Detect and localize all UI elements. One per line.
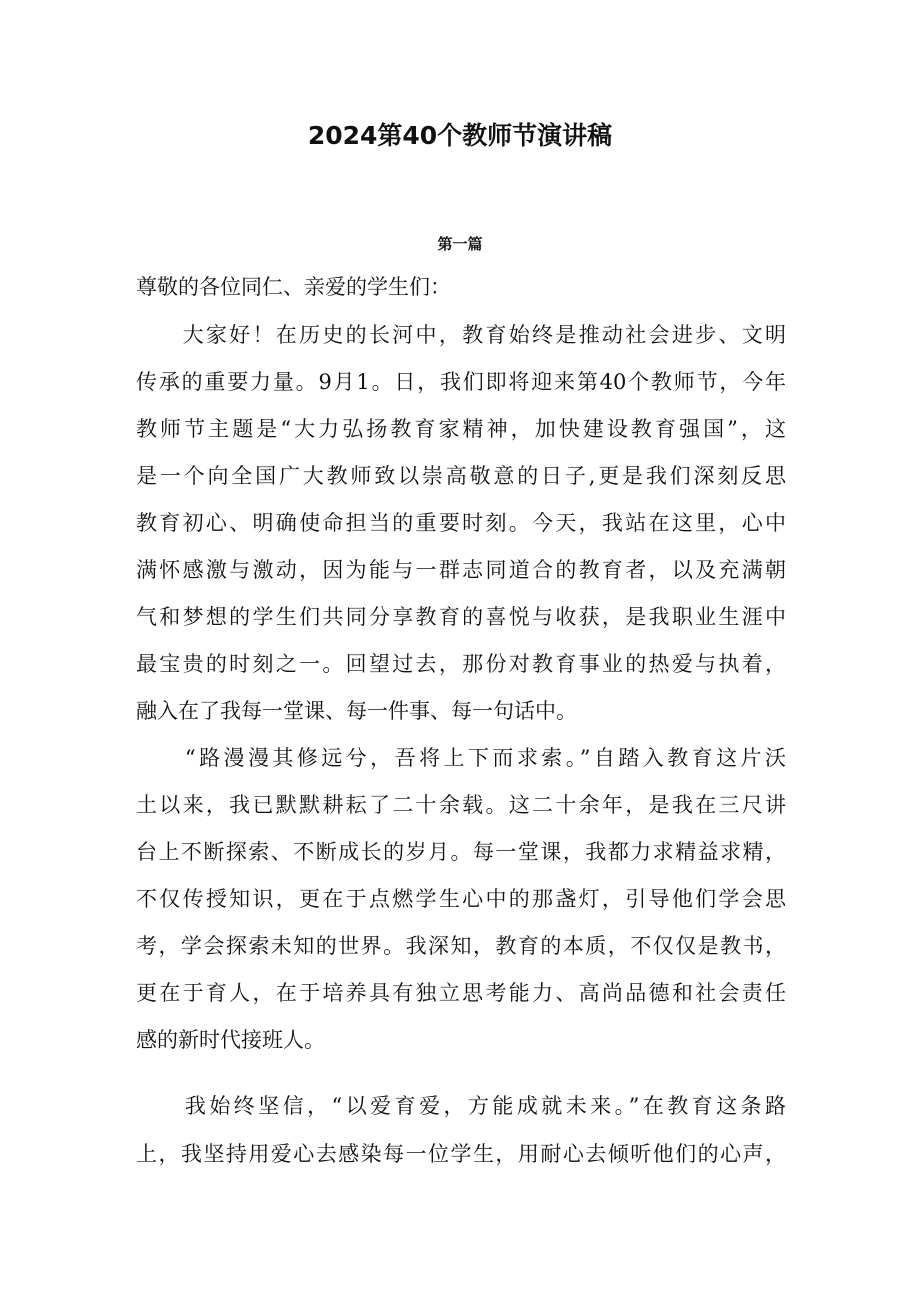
paragraph-1-line: 传承的重要力量。9月1。日，我们即将迎来第40个教师节，今年: [136, 370, 786, 394]
paragraph-2-line: 更在于育人，在于培养具有独立思考能力、高尚品德和社会责任: [136, 981, 786, 1005]
paragraph-2-line: 感的新时代接班人。: [136, 1028, 325, 1052]
paragraph-3-line: 我始终坚信，“以爱育爱，方能成就未来。”在教育这条路: [136, 1094, 786, 1118]
paragraph-2-line: 考，学会探索未知的世界。我深知，教育的本质，不仅仅是教书，: [136, 934, 786, 958]
paragraph-2-line: 不仅传授知识，更在于点燃学生心中的那盏灯，引导他们学会思: [136, 887, 786, 911]
paragraph-1-line: 教师节主题是“大力弘扬教育家精神，加快建设教育强国”，这: [136, 417, 786, 441]
paragraph-3-line: 上，我坚持用爱心去感染每一位学生，用耐心去倾听他们的心声，: [136, 1142, 786, 1166]
paragraph-1-line: 教育初心、明确使命担当的重要时刻。今天，我站在这里，心中: [136, 511, 786, 535]
salutation: 尊敬的各位同仁、亲爱的学生们：: [136, 275, 451, 299]
section-label: 第一篇: [437, 235, 483, 253]
paragraph-2-line: 台上不断探索、不断成长的岁月。每一堂课，我都力求精益求精，: [136, 840, 786, 864]
paragraph-1-line: 气和梦想的学生们共同分享教育的喜悦与收获，是我职业生涯中: [136, 605, 786, 629]
paragraph-1-line: 满怀感激与激动，因为能与一群志同道合的教育者，以及充满朝: [136, 558, 786, 582]
document-title: 2024第40个教师节演讲稿: [307, 121, 613, 150]
paragraph-1-line: 大家好！在历史的长河中，教育始终是推动社会进步、文明: [136, 323, 786, 347]
paragraph-1-line: 融入在了我每一堂课、每一件事、每一句话中。: [136, 699, 577, 723]
paragraph-1-line: 最宝贵的时刻之一。回望过去，那份对教育事业的热爱与执着，: [136, 652, 786, 676]
paragraph-2-line: 土以来，我已默默耕耘了二十余载。这二十余年，是我在三尺讲: [136, 793, 786, 817]
paragraph-1-line: 是一个向全国广大教师致以崇高敬意的日子,更是我们深刻反思: [136, 464, 786, 488]
paragraph-2-line: “路漫漫其修远兮，吾将上下而求索。”自踏入教育这片沃: [136, 746, 786, 770]
